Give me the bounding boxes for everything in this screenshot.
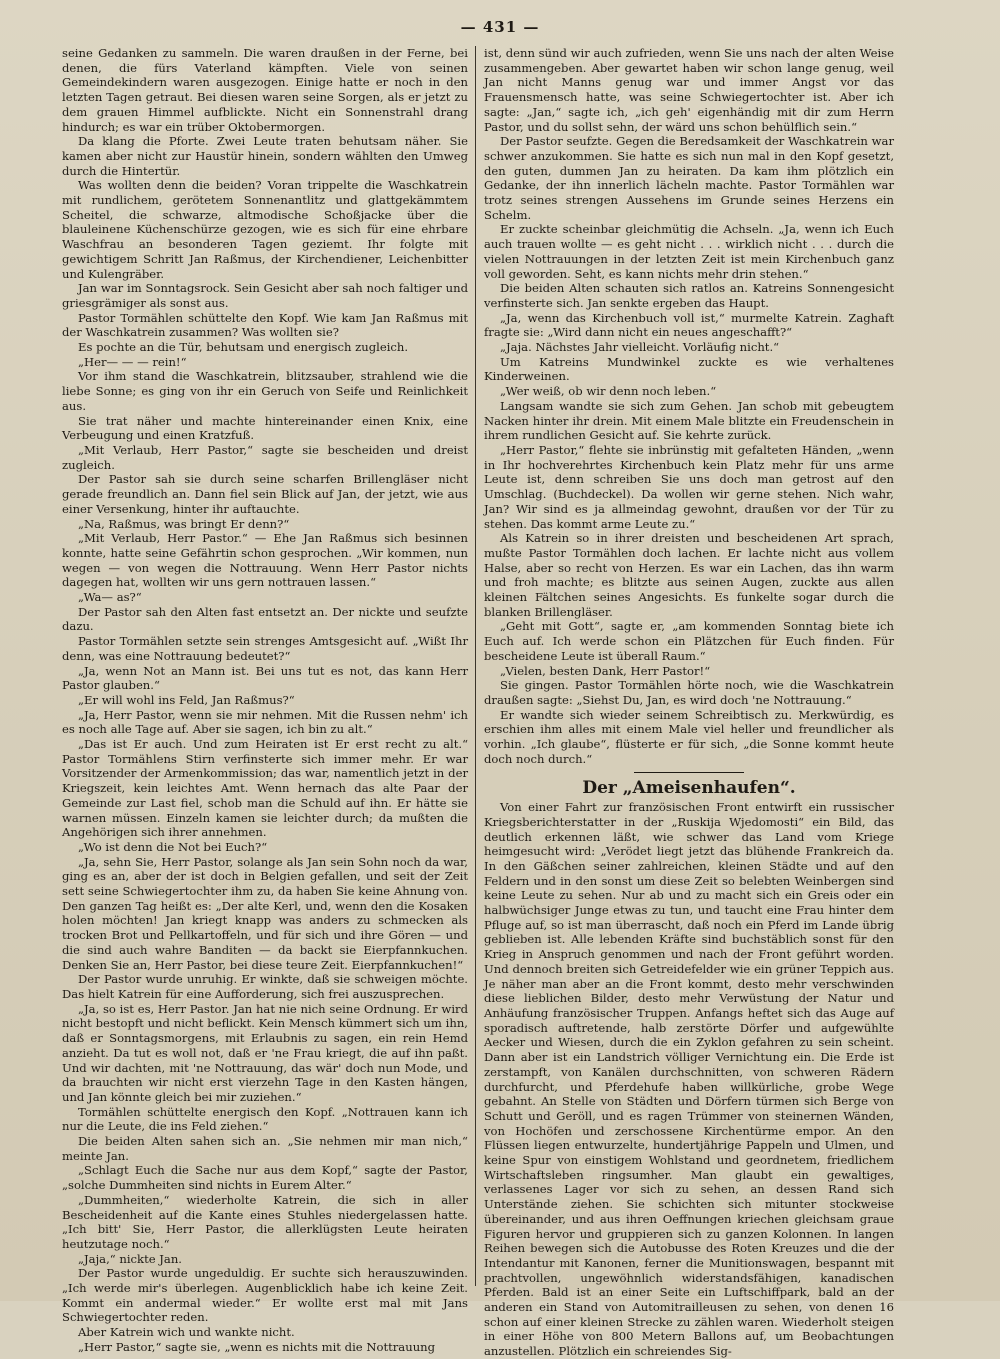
paragraph: „Herr Pastor,“ flehte sie inbrünstig mit gefalteten Händen, „wenn in Ihr hochverehrtes Kirchenbuch kein Platz mehr für uns arme Leute ist, denn schreiben Sie uns doch man getrost auf den Umschlag. (Buchdeckel). Da wollen wir gerne stehen. Nich wahr, Jan? Wir sind es ja allmeindag gewohnt, draußen vor der Tür zu stehen. Das kommt arme Leute zu.“ [484,442,894,531]
column-divider [475,46,476,1286]
paragraph: „Wo ist denn die Not bei Euch?“ [78,839,268,854]
paragraph: „Ja, wenn das Kirchenbuch voll ist,“ murmelte Katrein. Zaghaft fragte sie: „Wird dann nicht ein neues angeschafft?“ [484,310,894,340]
page-number: — 431 — [460,18,540,36]
paragraph: „Das ist Er auch. Und zum Heiraten ist Er erst recht zu alt.“ Pastor Tormählens Stirn verfinsterte sich immer mehr. Er war Vorsitzender der Armenkommission; das war, namentlich jetzt in der Kriegszeit, kein leichtes Amt. Wenn hernach das alte Paar der Gemeinde zur Last fiel, schob man die Schuld auf ihn. Er hätte sie warnen müssen. Einzeln kamen sie leichter durch; da mußten die Angehörigen sich ihrer annehmen. [62,737,468,840]
paragraph: Der Pastor wurde ungeduldig. Er suchte sich herauszuwinden. „Ich werde mir's überlegen. Augenblicklich habe ich keine Zeit. Kommt ein andermal wieder.“ Er wollte erst mal mit Jans Schwiegertochter reden. [62,1266,468,1325]
paragraph: Es pochte an die Tür, behutsam und energisch zugleich. [78,340,409,355]
paragraph: Pastor Tormählen schüttelte den Kopf. Wie kam Jan Raßmus mit der Waschkatrein zusammen? Was wollten sie? [62,310,468,340]
article-body [484,800,894,1359]
paragraph: Die beiden Alten schauten sich ratlos an. Katreins Sonnengesicht verfinsterte sich. Jan senkte ergeben das Haupt. [484,281,894,310]
paragraph: Vor ihm stand die Waschkatrein, blitzsauber, strahlend wie die liebe Sonne; es ging von ihr ein Geruch von Seife und Reinlichkeit aus. [62,369,468,413]
paragraph: „Geht mit Gott“, sagte er, „am kommenden Sonntag biete ich Euch auf. Ich werde schon ein Plätzchen für Euch finden. Für bescheidene Leute ist überall Raum.“ [484,619,894,663]
paragraph: Er wandte sich wieder seinem Schreibtisch zu. Merkwürdig, es erschien ihm alles mit einem Male viel heller und freundlicher als vorhin. „Ich glaube“, flüsterte er für sich, „die Sonne kommt heute doch noch durch.“ [484,707,894,766]
paragraph: Der Pastor wurde unruhig. Er winkte, daß sie schweigen möchte. Das hielt Katrein für eine Aufforderung, sich frei auszusprechen. [62,972,468,1001]
paragraph: ist, denn sünd wir auch zufrieden, wenn Sie uns nach der alten Weise zusammengeben. Aber gewartet haben wir schon lange genug, weil Jan nicht Manns genug war und immer Angst vor das Frauensmensch hatte, was seine Schwiegertochter ist. Aber ich sagte: „Jan,“ sagte ich, „ich geh' eigenhändig mit dir zum Herrn Pastor, und du sollst sehn, der wärd uns schon behülflich sein.“ [484,46,894,134]
paragraph: Der Pastor sah sie durch seine scharfen Brillengläser nicht gerade freundlich an. Dann fiel sein Blick auf Jan, der jetzt, wie aus einer Versenkung, hinter ihr auftauchte. [62,472,468,516]
story-continuation [484,46,894,766]
article-paragraph: Von einer Fahrt zur französischen Front entwirft ein russischer Kriegsberichterstatter in der „Ruskija Wjedomosti“ ein Bild, das deutlich erkennen läßt, wie schwer das Land vom Kriege heimgesucht wird: „Verödet liegt jetzt das blühende Frankreich da. In den Gäßchen seiner zahlreichen, kleinen Städte und auf den Feldern und in den sonst um diese Zeit so belebten Weinbergen sind keine Leute zu sehen. Nur ab und zu macht sich ein Greis oder ein halbwüchsiger Junge etwas zu tun, und taucht eine Frau hinter dem Pfluge auf, so ist man überrascht, daß noch ein Pferd im Lande übrig geblieben ist. Alle lebenden Kräfte sind buchstäblich sonst für den Krieg in Anspruch genommen und nach der Front geführt worden. Und dennoch breiten sich Getreidefelder wie ein grüner Teppich aus. Je näher man aber an die Front kommt, desto mehr verschwinden diese lieblichen Bilder, desto mehr Verwüstung der Natur und Anhäufung französischer Truppen. Anfangs heftet sich das Auge auf sporadisch auftretende, halb zerstörte Dörfer und aufgewühlte Aecker und Wiesen, durch die ein Zyklon gefahren zu sein scheint. Dann aber ist ein Landstrich völliger Vernichtung ein. Die Erde ist zerstampft, von Kanälen durchschnitten, von schweren Rädern durchfurcht, und Pferdehufe haben willkürliche, grobe Wege gebahnt. An Stelle von Städten und Dörfern türmen sich Berge von Schutt und Geröll, und es ragen Trümmer von steinernen Wänden, von Hochöfen und zerschossene Kirchentürme empor. An den Flüssen liegen entwurzelte, hundertjährige Pappeln und Ulmen, und keine Spur von einstigem Wohlstand und geordnetem, friedlichem Wirtschaftsleben ringsumher. Man glaubt ein gewaltiges, verlassenes Lager vor sich zu sehen, an dessen Rand sich Unterstände ziehen. Sie schichten sich mitunter stockweise übereinander, und aus ihren Oeffnungen kriechen gleichsam graue Figuren hervor und gruppieren sich zu ganzen Kolonnen. In langen Reihen bewegen sich die Autobusse des Roten Kreuzes und die der Intendantur mit Kanonen, ferner die Munitionswagen, bespannt mit prachtvollen, ungewöhnlich widerstandsfähigen, kanadischen Pferden. Bald ist an einer Seite ein Luftschiffpark, bald an der anderen ein Stand von Automitrailleusen zu sehen, von denen 16 schon auf einer kleinen Strecke zu zählen waren. Wiederholt steigen in einer Höhe von 800 Metern Ballons auf, um Beobachtungen anzustellen. Plötzlich ein schreiendes Sig- [484,800,894,1359]
paragraph: Langsam wandte sie sich zum Gehen. Jan schob mit gebeugtem Nacken hinter ihr drein. Mit einem Male blitzte ein Freudenschein in ihrem rundlichen Gesicht auf. Sie kehrte zurück. [484,398,894,443]
paragraph: „Er will wohl ins Feld, Jan Raßmus?“ [78,692,295,707]
paragraph: „Dummheiten,“ wiederholte Katrein, die sich in aller Bescheidenheit auf die Kante eines Stuhles niedergelassen hatte. „Ich bitt' Sie, Herr Pastor, die allerklügsten Leute heiraten heutzutage noch.“ [62,1192,468,1251]
paragraph: „Mit Verlaub, Herr Pastor.“ — Ehe Jan Raßmus sich besinnen konnte, hatte seine Gefährtin schon gesprochen. „Wir kommen, nun wegen — von wegen die Nottrauung. Wenn Herr Pastor nichts dagegen hat, wollten wir uns gern nottrauen lassen.“ [62,531,468,590]
right-column [484,46,894,1359]
paragraph: „Ja, wenn Not an Mann ist. Bei uns tut es not, das kann Herr Pastor glauben.“ [62,663,468,693]
paragraph: „Ja, so ist es, Herr Pastor. Jan hat nie nich seine Ordnung. Er wird nicht bestopft und nicht beflickt. Kein Mensch kümmert sich um ihn, daß er Sonntagsmorgens, mit Erlaubnis zu sagen, ein rein Hemd anzieht. Da tut es woll not, daß er 'ne Frau kriegt, die auf ihn paßt. Und wir dachten, mit 'ne Nottrauung, das wär' doch nun Mode, und da brauchten wir nicht erst vierzehn Tage in den Kasten hängen, und Jan könnte gleich bei mir zuziehen.“ [62,1001,468,1104]
left-column [62,46,468,1354]
paragraph: Was wollten denn die beiden? Voran trippelte die Waschkatrein mit rundlichem, gerötetem Sonnenantlitz und glattgekämmtem Scheitel, die schwarze, altmodische Schoßjacke über die blauleinene Küchenschürze gezogen, wie es sich für eine ehrbare Waschfrau an besonderen Tagen geziemt. Ihr folgte mit gewichtigem Schritt Jan Raßmus, der Kirchendiener, Leichenbitter und Kulengräber. [62,178,468,281]
article-divider [634,772,744,773]
paragraph: „Ja, Herr Pastor, wenn sie mir nehmen. Mit die Russen nehm' ich es noch alle Tage auf. Aber sie sagen, ich bin zu alt.“ [62,707,468,737]
paragraph: „Mit Verlaub, Herr Pastor,“ sagte sie bescheiden und dreist zugleich. [62,442,468,472]
paragraph: Der Pastor seufzte. Gegen die Beredsamkeit der Waschkatrein war schwer anzukommen. Sie hatte es sich nun mal in den Kopf gesetzt, den guten, dummen Jan zu heiraten. Da kam ihm plötzlich ein Gedanke, der ihn innerlich lächeln machte. Pastor Tormählen war trotz seines strengen Aussehens im Grunde seines Herzens ein Schelm. [484,134,894,222]
paragraph: Als Katrein so in ihrer dreisten und bescheidenen Art sprach, mußte Pastor Tormählen doch lachen. Er lachte nicht aus vollem Halse, aber so recht von Herzen. Es war ein Lachen, das ihn warm und froh machte; es blitzte aus seinen Augen, zuckte aus allen kleinen Fältchen seines Angesichts. Es funkelte sogar durch die blanken Brillengläser. [484,531,894,619]
article-title: Der „Ameisenhaufen“. [582,778,796,799]
paragraph: Aber Katrein wich und wankte nicht. [78,1325,295,1340]
paragraph: Der Pastor sah den Alten fast entsetzt an. Der nickte und seufzte dazu. [62,604,468,634]
paragraph: „Wer weiß, ob wir denn noch leben.“ [500,384,717,399]
paragraph: „Na, Raßmus, was bringt Er denn?“ [78,516,290,531]
paragraph: „Schlagt Euch die Sache nur aus dem Kopf,“ sagte der Pastor, „solche Dummheiten sind nichts in Eurem Alter.“ [62,1163,468,1193]
paragraph: Sie trat näher und machte hintereinander einen Knix, eine Verbeugung und einen Kratzfuß. [62,413,468,443]
paragraph: Die beiden Alten sahen sich an. „Sie nehmen mir man nich,“ meinte Jan. [62,1134,468,1163]
paragraph: Pastor Tormählen setzte sein strenges Amtsgesicht auf. „Wißt Ihr denn, was eine Nottrauung bedeutet?“ [62,634,468,663]
paragraph: seine Gedanken zu sammeln. Die waren draußen in der Ferne, bei denen, die fürs Vaterland kämpften. Viele von seinen Gemeindekindern waren ausgezogen. Einige hatte er noch in den letzten Tagen getraut. Bei diesen waren seine Sorgen, als er jetzt zu dem grauen Himmel aufblickte. Nicht ein Sonnenstrahl drang hindurch; es war ein trüber Oktobermorgen. [62,46,468,134]
paragraph: Da klang die Pforte. Zwei Leute traten behutsam näher. Sie kamen aber nicht zur Haustür hinein, sondern wählten den Umweg durch die Hintertür. [62,134,468,178]
paragraph: Um Katreins Mundwinkel zuckte es wie verhaltenes Kinderweinen. [484,354,894,384]
paragraph: „Ja, sehn Sie, Herr Pastor, solange als Jan sein Sohn noch da war, ging es an, aber der ist doch in Belgien gefallen, und seit der Zeit sett seine Schwiegertochter ihm zu, da haben Sie keine Ahnung von. Den ganzen Tag heißt es: „Der alte Kerl, und, wenn den die Kosaken holen möchten! Jan kriegt knapp was anders zu schmecken als trocken Brot und Pellkartoffeln, und für sich und ihre Gören — und die sind auch wahre Banditen — da backt sie Eierpfannkuchen. Denken Sie an, Herr Pastor, bei diese teure Zeit. Eierpfannkuchen!“ [62,854,468,972]
paragraph: Er zuckte scheinbar gleichmütig die Achseln. „Ja, wenn ich Euch auch trauen wollte — es geht nicht . . . wirklich nicht . . . durch die vielen Nottrauungen in der letzten Zeit ist mein Kirchenbuch ganz voll geworden. Seht, es kann nichts mehr drin stehen.“ [484,222,894,281]
paragraph: „Her— — — rein!“ [78,354,187,369]
paragraph: Jan war im Sonntagsrock. Sein Gesicht aber sah noch faltiger und griesgrämiger als sonst aus. [62,281,468,310]
paragraph: „Jaja. Nächstes Jahr vielleicht. Vorläufig nicht.“ [500,340,780,355]
paragraph: Sie gingen. Pastor Tormählen hörte noch, wie die Waschkatrein draußen sagte: „Siehst Du, Jan, es wird doch 'ne Nottrauung.“ [484,678,894,707]
paragraph: „Jaja,“ nickte Jan. [78,1251,182,1266]
paragraph: „Herr Pastor,“ sagte sie, „wenn es nichts mit die Nottrauung [78,1339,436,1354]
paragraph: „Vielen, besten Dank, Herr Pastor!“ [500,663,711,678]
paragraph: „Wa— as?“ [78,590,142,605]
paragraph: Tormählen schüttelte energisch den Kopf. „Nottrauen kann ich nur die Leute, die ins Feld ziehen.“ [62,1104,468,1134]
